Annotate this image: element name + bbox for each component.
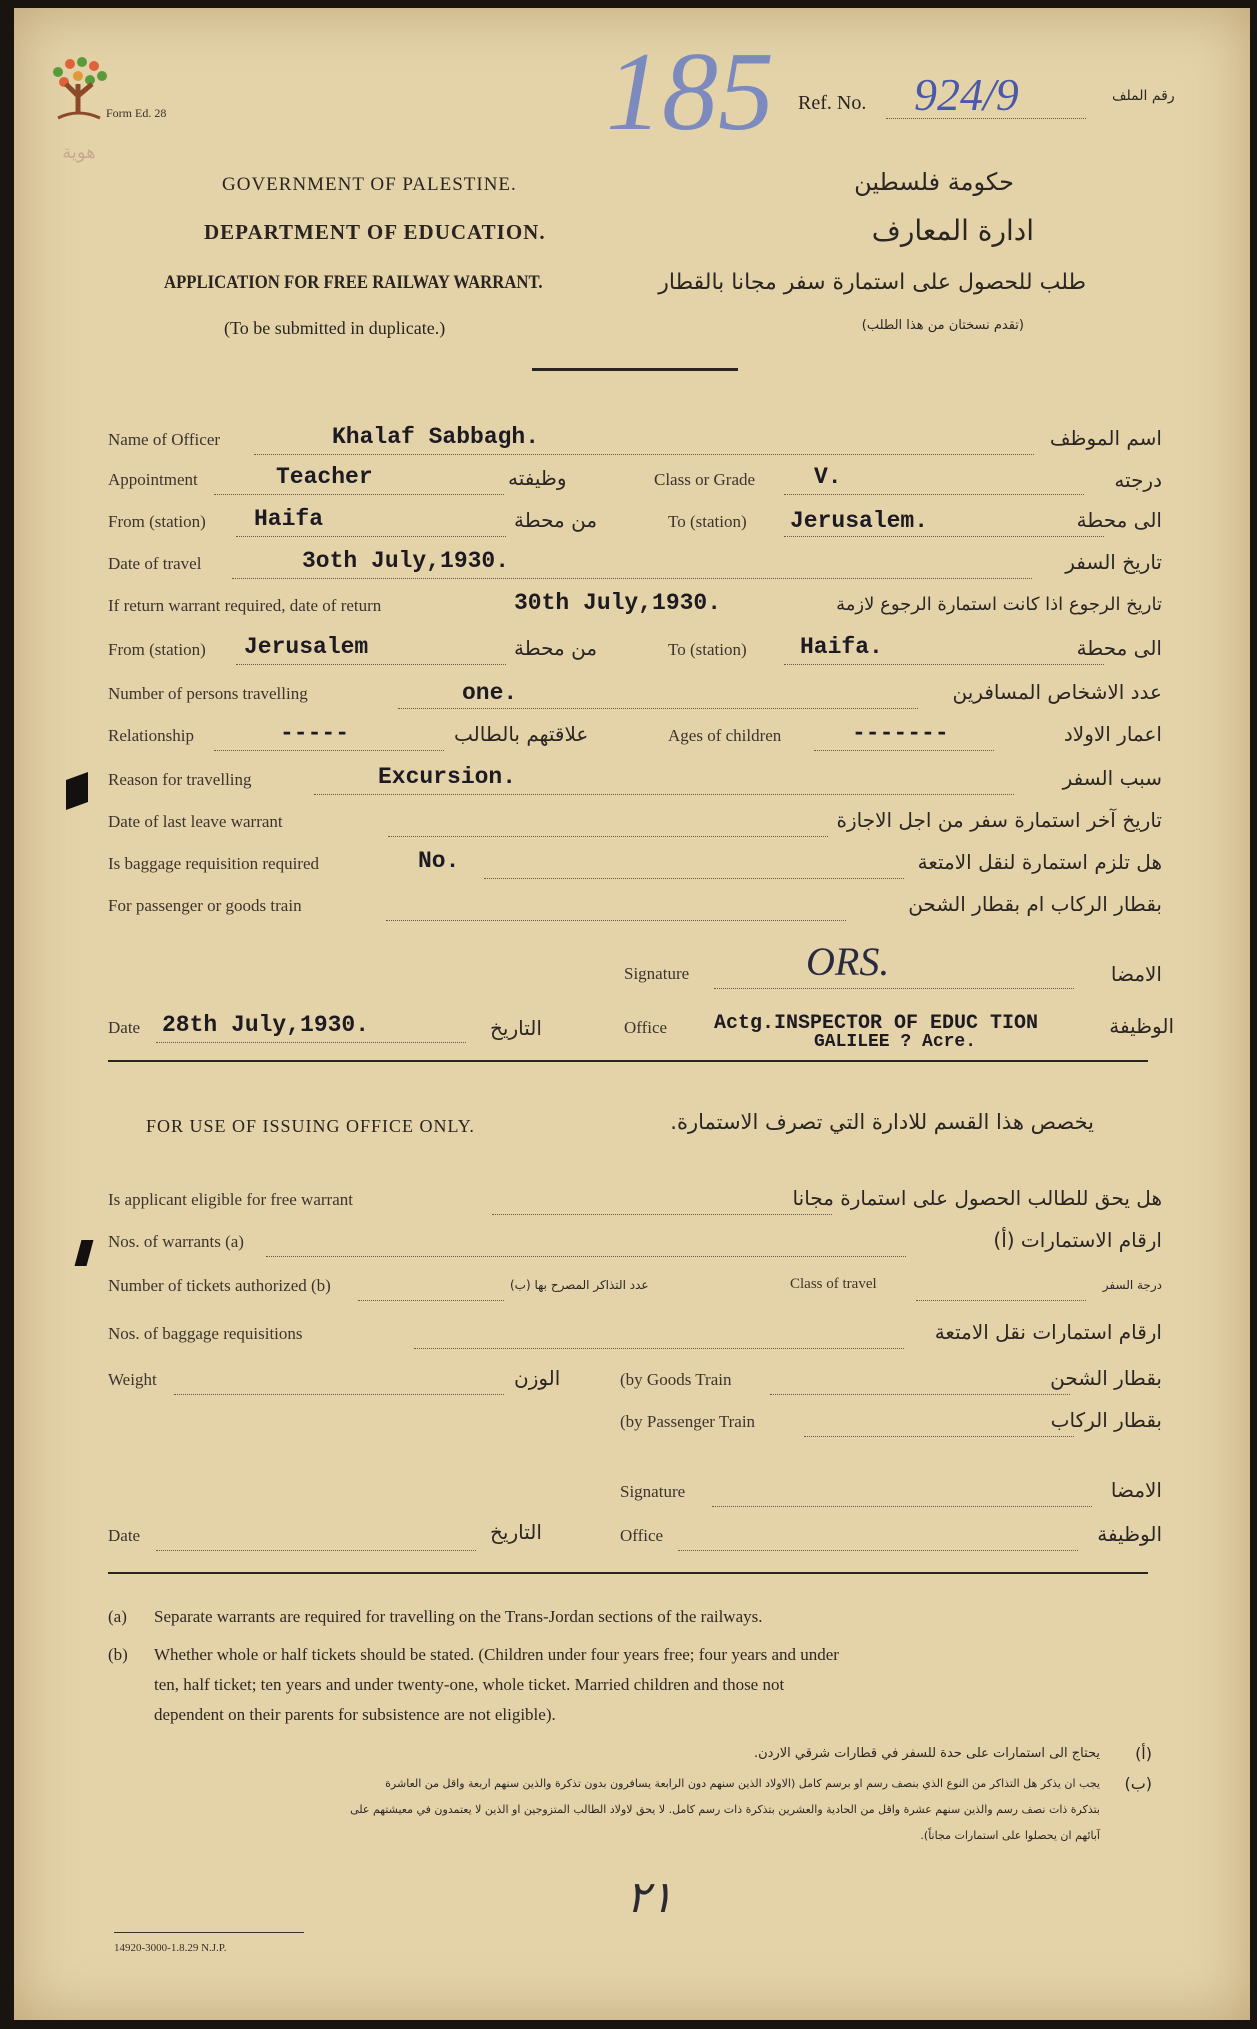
issuing-office-label: Office — [620, 1526, 664, 1545]
baggage-nos-label: Nos. of baggage requisitions — [108, 1324, 303, 1343]
application-title: APPLICATION FOR FREE RAILWAY WARRANT. — [164, 272, 543, 293]
class-line — [784, 494, 1084, 495]
date-label: Date — [108, 1018, 141, 1037]
signature-label-ar: الامضا — [1110, 962, 1162, 986]
appointment-label: Appointment — [108, 470, 198, 489]
office-value-line2: GALILEE ? Acre. — [814, 1032, 977, 1052]
leave-warrant-label-ar: تاريخ آخر استمارة سفر من اجل الاجازة — [836, 808, 1162, 832]
name-line — [254, 454, 1034, 455]
page-number-handwritten: ٢١ — [626, 1873, 674, 1922]
signature-label: Signature — [624, 964, 690, 983]
return-from-value: Jerusalem — [244, 634, 369, 660]
persons-label: Number of persons travelling — [108, 684, 308, 703]
duplicate-note: (To be submitted in duplicate.) — [224, 318, 446, 338]
baggage-label: Is baggage requisition required — [108, 854, 320, 873]
signature-value: ORS. — [806, 939, 890, 984]
train-type-label-ar: بقطار الركاب ام بقطار الشحن — [908, 892, 1162, 916]
return-from-line — [236, 664, 506, 665]
passenger-train-line — [804, 1436, 1074, 1437]
office-label: Office — [624, 1018, 668, 1037]
duplicate-note-ar: (تقدم نسختان من هذا الطلب) — [861, 318, 1024, 333]
note-a-ar: يحتاج الى استمارات على حدة للسفر في قطارات شرقي الاردن. — [754, 1746, 1100, 1761]
class-label-ar: درجته — [1114, 468, 1162, 492]
return-to-line — [784, 664, 1104, 665]
issuing-signature-label-ar: الامضا — [1110, 1478, 1162, 1502]
ref-label: Ref. No. — [798, 92, 867, 114]
goods-train-label-ar: بقطار الشحن — [1050, 1366, 1162, 1390]
issuing-date-label: Date — [108, 1526, 141, 1545]
travel-date-label: Date of travel — [108, 554, 202, 573]
date-line — [156, 1042, 466, 1043]
note-b-ar-line1: يجب ان يذكر هل التذاكر من النوع الذي بنصف رسم او برسم كامل (الاولاد الذين سنهم دون الرابعة يسافرون بدون تذكرة والذين سنهم اربعة واقل من العاشرة — [385, 1777, 1100, 1790]
ages-value: ------- — [852, 720, 949, 746]
section-divider — [108, 1060, 1148, 1062]
note-b-line1: Whether whole or half tickets should be stated. (Children under four years free; four years and under — [154, 1645, 839, 1664]
application-title-ar: طلب للحصول على استمارة سفر مجانا بالقطار — [658, 270, 1086, 295]
issuing-heading: FOR USE OF ISSUING OFFICE ONLY. — [146, 1116, 475, 1136]
office-label-ar: الوظيفة — [1109, 1014, 1174, 1038]
warrant-nos-label: Nos. of warrants (a) — [108, 1232, 244, 1251]
return-to-value: Haifa. — [800, 634, 883, 660]
leave-warrant-line — [388, 836, 828, 837]
to-value: Jerusalem. — [790, 508, 929, 534]
folio-number: 185 — [606, 30, 774, 154]
reason-label-ar: سبب السفر — [1062, 766, 1162, 790]
class-label: Class or Grade — [654, 470, 756, 489]
printer-underline — [114, 1932, 304, 1933]
goods-train-label: (by Goods Train — [620, 1370, 732, 1389]
from-label: From (station) — [108, 512, 206, 531]
note-a-marker-ar: (أ) — [1135, 1744, 1152, 1763]
name-value: Khalaf Sabbagh. — [332, 424, 540, 450]
ref-label-ar: رقم الملف — [1112, 88, 1175, 104]
note-b-line2: ten, half ticket; ten years and under twenty-one, whole ticket. Married children and those not — [154, 1675, 785, 1694]
weight-line — [174, 1394, 504, 1395]
from-value: Haifa — [254, 506, 324, 532]
baggage-label-ar: هل تلزم استمارة لنقل الامتعة — [917, 850, 1162, 874]
relationship-value: ----- — [280, 720, 350, 746]
from-line — [236, 536, 506, 537]
printer-imprint: 14920-3000-1.8.29 N.J.P. — [114, 1942, 227, 1954]
travel-date-value: 3oth July,1930. — [302, 548, 510, 574]
government-title-ar: حكومة فلسطين — [854, 168, 1014, 196]
government-title: GOVERNMENT OF PALESTINE. — [222, 174, 517, 195]
warrant-nos-line — [266, 1256, 906, 1257]
passenger-train-label: (by Passenger Train — [620, 1412, 756, 1431]
note-a-text: Separate warrants are required for travelling on the Trans-Jordan sections of the railways. — [154, 1607, 763, 1626]
train-type-label: For passenger or goods train — [108, 896, 302, 915]
return-to-label: To (station) — [668, 640, 747, 659]
logo-caption: هوية — [62, 142, 96, 163]
to-label-ar: الى محطة — [1076, 508, 1162, 532]
date-value: 28th July,1930. — [162, 1012, 370, 1038]
title-divider — [532, 368, 738, 371]
issuing-signature-label: Signature — [620, 1482, 686, 1501]
baggage-nos-label-ar: ارقام استمارات نقل الامتعة — [934, 1320, 1162, 1344]
persons-line — [398, 708, 918, 709]
eligible-label: Is applicant eligible for free warrant — [108, 1190, 353, 1209]
issuing-date-label-ar: التاريخ — [490, 1520, 542, 1544]
ages-label: Ages of children — [668, 726, 782, 745]
relationship-line — [214, 750, 444, 751]
return-date-label-ar: تاريخ الرجوع اذا كانت استمارة الرجوع لازمة — [836, 594, 1162, 615]
relationship-label: Relationship — [108, 726, 194, 745]
note-b-marker-ar: (ب) — [1124, 1774, 1152, 1793]
ages-label-ar: اعمار الاولاد — [1063, 722, 1162, 746]
train-type-line — [386, 920, 846, 921]
eligible-line — [492, 1214, 832, 1215]
baggage-nos-line — [414, 1348, 904, 1349]
appointment-line — [214, 494, 504, 495]
weight-label: Weight — [108, 1370, 157, 1389]
warrant-nos-label-ar: ارقام الاستمارات (أ) — [993, 1228, 1162, 1252]
class-of-travel-label-ar: درجة السفر — [1102, 1278, 1162, 1292]
eligible-label-ar: هل يحق للطالب الحصول على استمارة مجانا — [792, 1186, 1162, 1210]
to-label: To (station) — [668, 512, 747, 531]
issuing-office-label-ar: الوظيفة — [1097, 1522, 1162, 1546]
notes-divider — [108, 1572, 1148, 1574]
reason-value: Excursion. — [378, 764, 517, 790]
class-of-travel-line — [916, 1300, 1086, 1301]
issuing-heading-ar: يخصص هذا القسم للادارة التي تصرف الاستمارة. — [670, 1110, 1094, 1134]
return-date-value: 30th July,1930. — [514, 590, 722, 616]
date-label-ar: التاريخ — [490, 1016, 542, 1040]
issuing-date-line — [156, 1550, 476, 1551]
tickets-line — [358, 1300, 504, 1301]
note-b-ar-line3: آبائهم ان يحصلوا على استمارات مجاناً). — [920, 1829, 1100, 1842]
name-label-ar: اسم الموظف — [1049, 426, 1162, 450]
return-date-label: If return warrant required, date of return — [108, 596, 382, 615]
issuing-signature-line — [712, 1506, 1092, 1507]
ages-line — [814, 750, 994, 751]
department-title-ar: ادارة المعارف — [871, 214, 1034, 247]
leave-warrant-label: Date of last leave warrant — [108, 812, 283, 831]
name-label: Name of Officer — [108, 430, 221, 449]
marginal-tick-mark — [66, 772, 88, 810]
tickets-label: Number of tickets authorized (b) — [108, 1276, 331, 1295]
document-page — [14, 8, 1250, 2020]
travel-date-line — [232, 578, 1032, 579]
travel-date-label-ar: تاريخ السفر — [1065, 550, 1162, 574]
passenger-train-label-ar: بقطار الركاب — [1050, 1408, 1162, 1432]
reason-line — [314, 794, 1014, 795]
note-b-ar-line2: بتذكرة ذات نصف رسم والذين سنهم عشرة واقل من الحادية والعشرين بتذكرة ذات رسم كامل. لا يحق لاولاد الطالب المتزوجين او الذين لا يعتمدون في معيشتهم على — [350, 1803, 1100, 1816]
persons-value: one. — [462, 680, 518, 706]
note-a-marker: (a) — [108, 1607, 127, 1626]
return-from-label: From (station) — [108, 640, 206, 659]
tickets-label-ar: عدد التذاكر المصرح بها (ب) — [510, 1278, 649, 1292]
office-value: Actg.INSPECTOR OF EDUC TION — [714, 1012, 1039, 1035]
ref-value: 924/9 — [914, 69, 1019, 120]
goods-train-line — [770, 1394, 1070, 1395]
baggage-value: No. — [418, 848, 460, 874]
appointment-label-ar: وظيفته — [508, 466, 567, 490]
note-b-marker: (b) — [108, 1645, 128, 1664]
department-title: DEPARTMENT OF EDUCATION. — [204, 220, 546, 244]
issuing-office-line — [678, 1550, 1078, 1551]
weight-label-ar: الوزن — [514, 1366, 561, 1390]
marginal-tick-mark-2 — [75, 1240, 94, 1266]
form-edition: Form Ed. 28 — [106, 106, 167, 120]
signature-line — [714, 988, 1074, 989]
to-line — [784, 536, 1104, 537]
appointment-value: Teacher — [276, 464, 373, 490]
return-from-label-ar: من محطة — [514, 636, 598, 660]
class-value: V. — [814, 464, 842, 490]
return-to-label-ar: الى محطة — [1076, 636, 1162, 660]
from-label-ar: من محطة — [514, 508, 598, 532]
persons-label-ar: عدد الاشخاص المسافرين — [952, 680, 1162, 704]
note-b-line3: dependent on their parents for subsistence are not eligible). — [154, 1705, 556, 1724]
relationship-label-ar: علاقتهم بالطالب — [454, 722, 589, 746]
reason-label: Reason for travelling — [108, 770, 252, 789]
class-of-travel-label: Class of travel — [790, 1276, 877, 1292]
baggage-line — [484, 878, 904, 879]
